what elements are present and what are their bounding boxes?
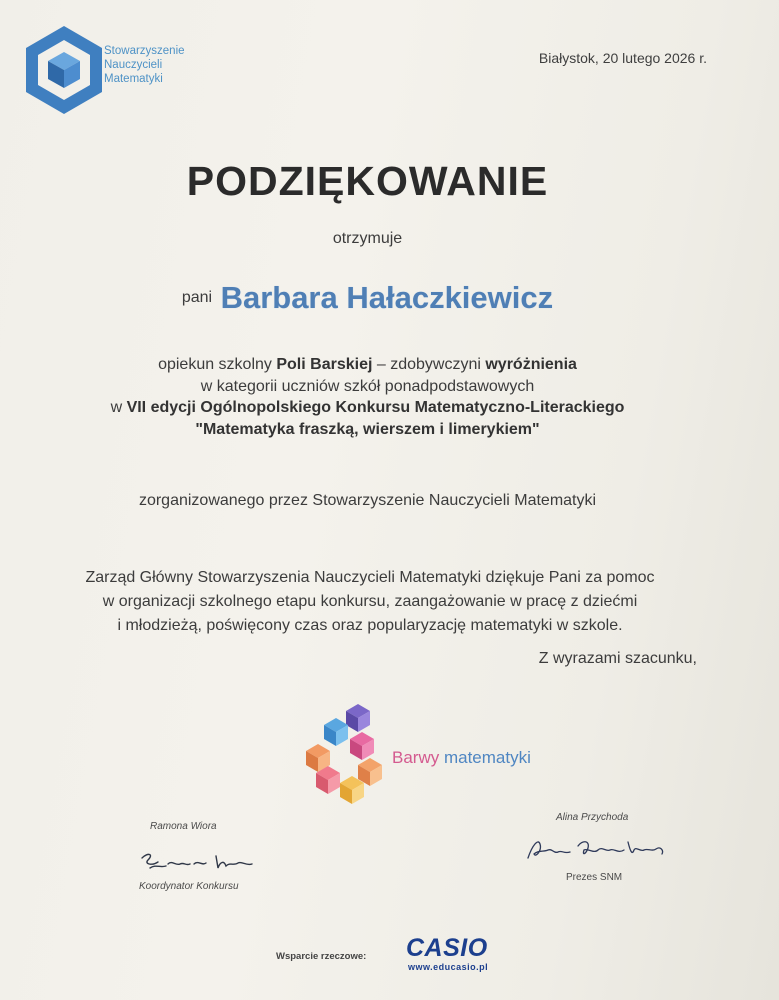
org-logo-text [104,44,214,86]
right-signature-image [520,832,670,866]
thanks-line-3: i młodzieżą, poświęcony czas oraz popularyzację matematyki w szkole. [117,617,623,634]
document-title: PODZIĘKOWANIE [186,158,549,204]
student-name: Poli Barskiej [276,356,373,373]
document-date: Białystok, 20 lutego 2026 r. [538,50,707,66]
award-description [0,354,735,440]
award-line-3 [0,397,735,419]
sponsor-label: Wsparcie rzeczowe: [276,951,367,962]
barwy-word-1: Barwy [392,748,440,767]
award-line-3-a: w [110,399,127,416]
colored-cubes-logo-icon [306,704,384,810]
sponsor-url: www.educasio.pl [408,962,489,972]
award-type: wyróżnienia [485,356,577,373]
recipient-prefix: pani [181,289,213,306]
receives-text: otrzymuje [332,230,403,247]
recipient [0,280,735,316]
casio-logo: CASIO [406,934,488,962]
organized-by: zorganizowanego przez Stowarzyszenie Nauczycieli Matematyki [138,492,597,509]
left-signatory-name: Ramona Wiora [150,821,217,832]
thanks-paragraph [30,566,710,638]
award-line-1-c: – zdobywczyni [372,356,486,373]
barwy-logo-text [392,748,531,768]
award-line-1-a: opiekun szkolny [158,356,277,373]
contest-edition: VII edycji Ogólnopolskiego Konkursu Matematyczno-Literackiego [126,399,625,416]
thanks-line-2: w organizacji szkolnego etapu konkursu, zaangażowanie w pracę z dziećmi [102,593,638,610]
org-logo-line3: Matematyki [104,73,163,85]
barwy-word-2: matematyki [443,748,531,767]
right-signatory-role: Prezes SNM [566,872,623,883]
regards-text: Z wyrazami szacunku, [538,650,697,667]
award-line-2: w kategorii uczniów szkół ponadpodstawowych [200,377,535,395]
hexagon-cube-logo-icon [22,24,106,116]
contest-name: "Matematyka fraszką, wierszem i limerykiem" [195,420,540,438]
left-signature-image [134,846,264,876]
left-signatory-role: Koordynator Konkursu [139,881,239,892]
award-line-1 [0,354,735,376]
thanks-line-1: Zarząd Główny Stowarzyszenia Nauczycieli Matematyki dziękuje Pani za pomoc [85,569,655,586]
org-logo-line1: Stowarzyszenie [104,45,185,57]
right-signatory-name: Alina Przychoda [556,812,629,823]
org-logo-line2: Nauczycieli [104,59,163,71]
recipient-name: Barbara Hałaczkiewicz [220,280,554,315]
